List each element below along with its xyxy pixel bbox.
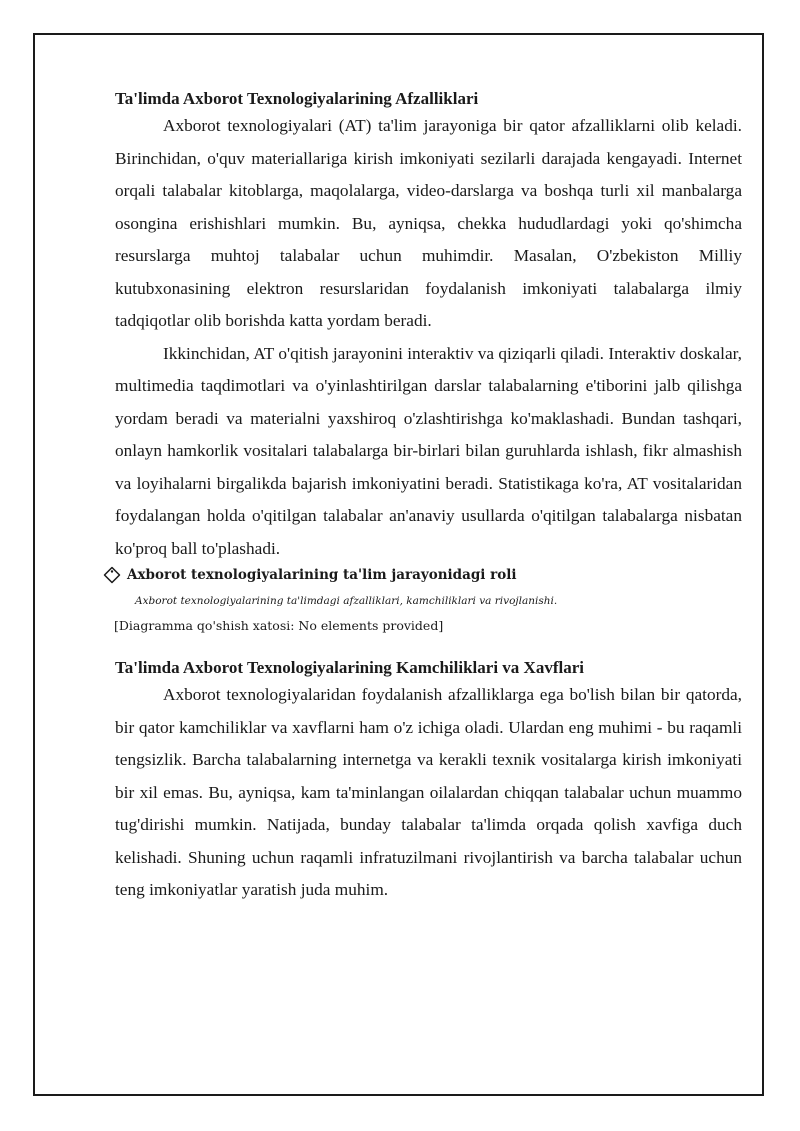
diagram-title-row <box>103 565 742 585</box>
section-heading-disadvantages: Ta'limda Axborot Texnologiyalarining Kamchiliklari va Xavflari <box>115 658 584 677</box>
section-heading-advantages: Ta'limda Axborot Texnologiyalarining Afzalliklari <box>115 89 479 108</box>
paragraph-advantages-1: Axborot texnologiyalari (AT) ta'lim jarayoniga bir qator afzalliklarni olib keladi. Birinchidan, o'quv materiallariga kirish imkoniyati sezilarli darajada kengayadi. Internet orqali talabalar kitoblarga, maqolalarga, video-darslarga va boshqa turli xil manbalarga osongina erishishlari mumkin. Bu, ayniqsa, chekka hududlardagi yoki qo'shimcha resurslarga muhtoj talabalar uchun muhimdir. Masalan, O'zbekiston Milliy kutubxonasining elektron resurslaridan foydalanish imkoniyati talabalarga ilmiy tadqiqotlar olib borishda katta yordam beradi. <box>115 116 742 330</box>
diagram-block <box>115 565 742 635</box>
document-content <box>115 88 742 907</box>
paragraph-advantages-2: Ikkinchidan, AT o'qitish jarayonini interaktiv va qiziqarli qiladi. Interaktiv doskalar, multimedia taqdimotlari va o'yinlashtirilgan darslar talabalarning e'tiborini jalb qilishga yordam beradi va materialni yaxshiroq o'zlashtirishga ko'maklashadi. Bundan tashqari, onlayn hamkorlik vositalari talabalarga bir-birlari bilan guruhlarda ishlash, fikr almashish va loyihalarni birgalikda bajarish imkoniyatini beradi. Statistikaga ko'ra, AT vositalaridan foydalangan holda o'qitilgan talabalar an'anaviy usullarda o'qitilgan talabalarga nisbatan ko'proq ball to'plashadi. <box>115 343 742 558</box>
diagram-caption: Axborot texnologiyalarining ta'limdagi afzalliklari, kamchiliklari va rivojlanishi. <box>135 595 558 607</box>
paragraph-disadvantages-1: Axborot texnologiyalaridan foydalanish afzalliklarga ega bo'lish bilan bir qatorda, bir qator kamchiliklar va xavflarni ham o'z ichiga oladi. Ulardan eng muhimi - bu raqamli tengsizlik. Barcha talabalarning internetga va kerakli texnik vositalarga kirish imkoniyati bir xil emas. Bu, ayniqsa, kam ta'minlangan oilalardan chiqqan talabalar uchun muammo tug'dirishi mumkin. Natijada, bunday talabalar ta'limda orqada qolish xavfiga duch kelishadi. Shuning uchun raqamli infratuzilmani rivojlantirish va barcha talabalar uchun teng imkoniyatlar yaratish juda muhim. <box>115 685 742 899</box>
tag-icon <box>103 566 121 584</box>
diagram-title: Axborot texnologiyalarining ta'lim jarayonidagi roli <box>127 567 517 583</box>
diagram-error-message: [Diagramma qo'shish xatosi: No elements provided] <box>114 618 444 633</box>
